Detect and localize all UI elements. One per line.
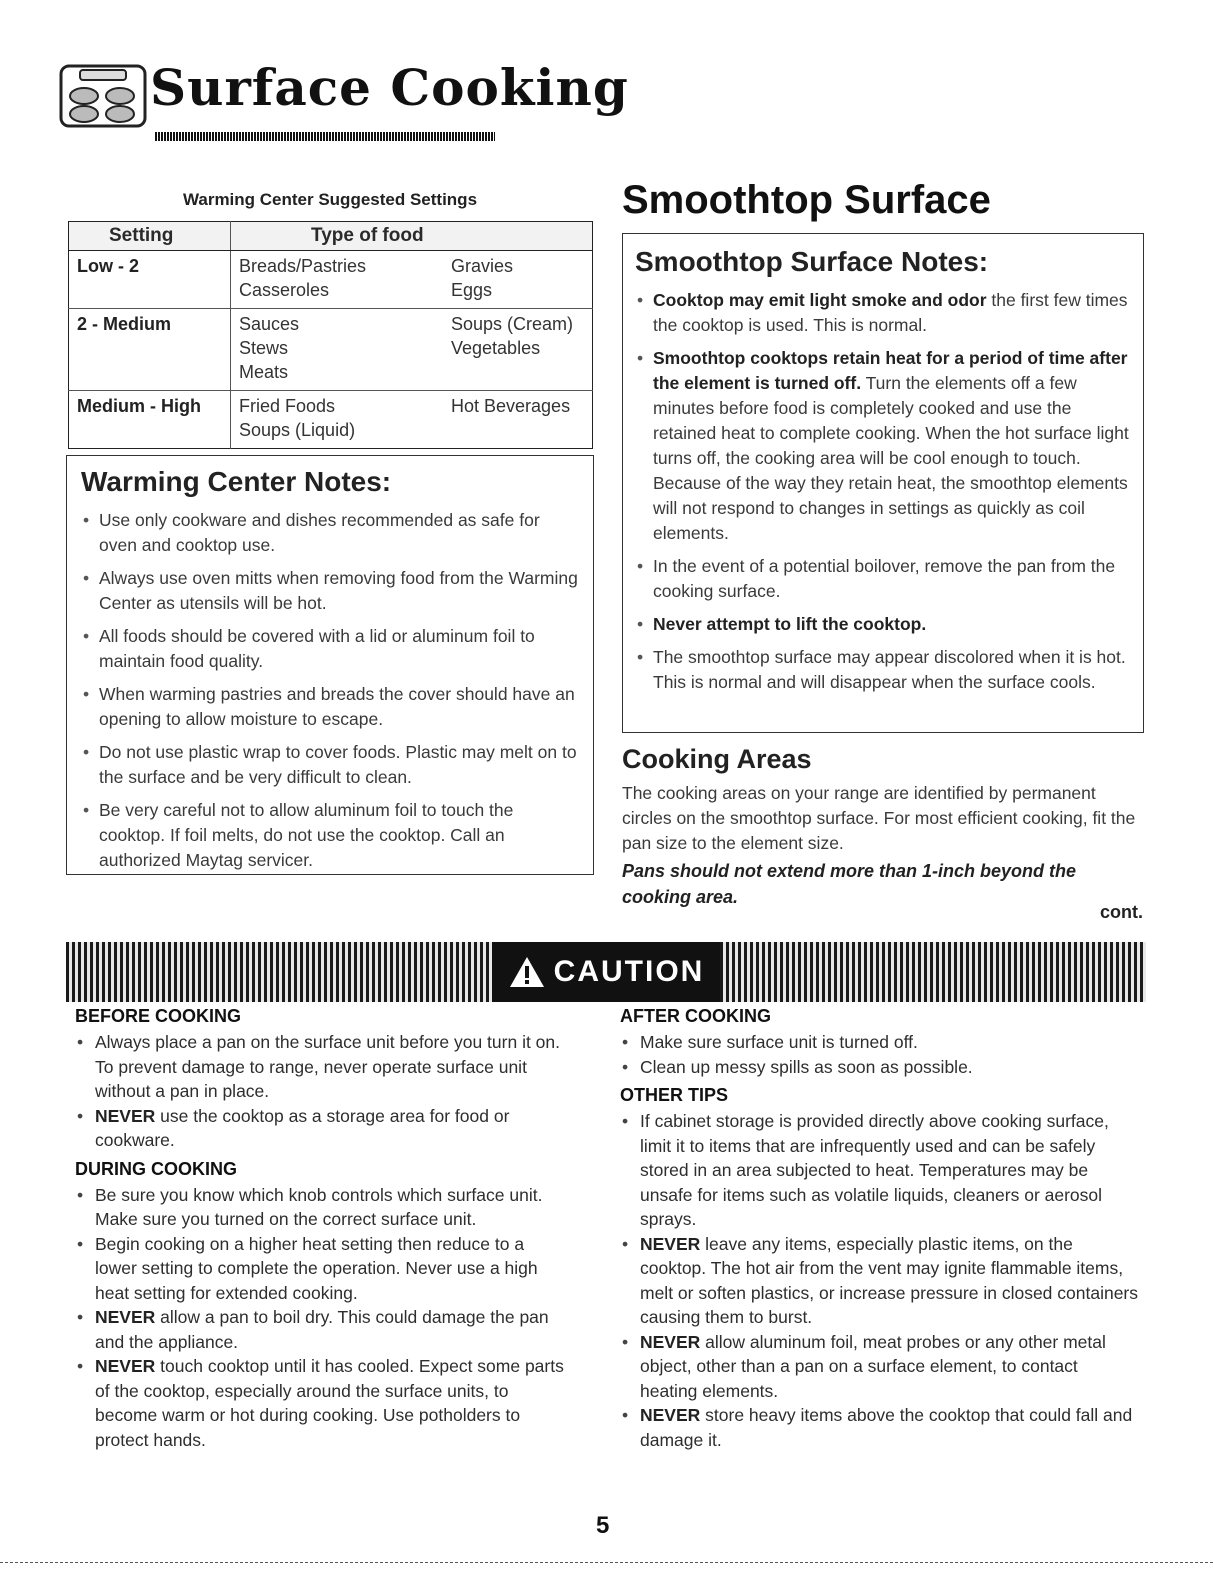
emphasis-text: NEVER — [95, 1307, 156, 1327]
cooktop-icon — [58, 62, 150, 132]
list-item — [620, 1232, 1140, 1330]
body-text: Turn the elements off a few minutes before food is completely cooked and use the retained heat to complete cooking. When the hot surface light turns off, the cooking area will be cool enough to touch. Because of the way they retain heat, the smoothtop elements will not respond to changes in settings as quickly as coil elements. — [653, 373, 1129, 543]
body-text: The smoothtop surface may appear discolored when it is hot. This is normal and will disappear when the surface cools. — [653, 647, 1126, 692]
list-item — [635, 612, 1131, 637]
list-item — [75, 1305, 565, 1354]
food-item: Vegetables — [451, 338, 541, 358]
other-tips-heading: OTHER TIPS — [620, 1085, 729, 1105]
food-item: Meats — [239, 362, 289, 382]
food-item: Breads/Pastries — [239, 256, 367, 276]
smoothtop-notes-list — [635, 288, 1131, 695]
smoothtop-notes-heading: Smoothtop Surface Notes: — [635, 246, 989, 277]
list-item — [75, 1183, 565, 1232]
list-item — [635, 554, 1131, 604]
body-text: touch cooktop until it has cooled. Expect some parts of the cooktop, especially around the surface units, to become warm or hot during cooking. Use potholders to protect hands. — [95, 1356, 564, 1450]
food-item: Stews — [239, 338, 289, 358]
list-item — [620, 1030, 1140, 1055]
food-item: Gravies — [451, 256, 514, 276]
food-item: Sauces — [239, 314, 300, 334]
list-item: • Do not use plastic wrap to cover foods. Plastic may melt on to the surface and be very difficult to clean. — [81, 740, 579, 790]
setting-cell: Low - 2 — [69, 251, 231, 309]
caution-label-wrap — [492, 942, 721, 1002]
list-item: • Be very careful not to allow aluminum foil to touch the cooktop. If foil melts, do not use the cooktop. Call an authorized Maytag servicer. — [81, 798, 579, 873]
column-header-setting: Setting — [69, 222, 231, 251]
food-cell — [231, 391, 593, 449]
setting-cell: 2 - Medium — [69, 309, 231, 391]
continued-label: cont. — [1100, 902, 1143, 922]
list-item: • When warming pastries and breads the cover should have an opening to allow moisture to escape. — [81, 682, 579, 732]
food-item: Casseroles — [239, 280, 330, 300]
list-item — [635, 645, 1131, 695]
emphasis-text: NEVER — [95, 1356, 156, 1376]
caution-banner — [66, 942, 1146, 1002]
list-item — [75, 1030, 565, 1104]
body-text: Be sure you know which knob controls which surface unit. Make sure you turned on the correct surface unit. — [95, 1184, 543, 1229]
emphasis-text: NEVER — [640, 1331, 701, 1352]
caution-label: CAUTION — [553, 955, 705, 988]
list-item — [635, 346, 1131, 546]
other-tips-list — [620, 1109, 1140, 1452]
page-number: 5 — [596, 1512, 610, 1539]
food-item — [451, 418, 584, 442]
section-title: Smoothtop Surface — [622, 178, 991, 222]
title-underline — [155, 132, 495, 141]
list-item — [75, 1104, 565, 1153]
before-cooking-heading: BEFORE COOKING — [75, 1006, 242, 1026]
body-text: allow a pan to boil dry. This could damage the pan and the appliance. — [95, 1307, 549, 1352]
list-item — [620, 1109, 1140, 1232]
cooking-areas-text: The cooking areas on your range are identified by permanent circles on the smoothtop surface. For most efficient cooking, fit the pan size to the element size. — [622, 783, 1136, 853]
after-cooking-heading: AFTER COOKING — [620, 1006, 771, 1026]
list-item: • Always use oven mitts when removing food from the Warming Center as utensils will be hot. — [81, 566, 579, 616]
body-text: the first few times the cooktop is used. This is normal. — [653, 290, 1128, 335]
food-item: Hot Beverages — [451, 396, 571, 416]
food-item: Eggs — [451, 280, 493, 300]
body-text: Always place a pan on the surface unit before you turn it on. To prevent damage to range, never operate surface unit without a pan in place. — [95, 1032, 561, 1101]
warming-notes-list — [81, 508, 579, 873]
warming-notes-heading: Warming Center Notes: — [81, 466, 392, 497]
body-text: store heavy items above the cooktop that could fall and damage it. — [640, 1405, 1133, 1450]
smoothtop-notes-box — [622, 233, 1144, 733]
table-row — [69, 251, 593, 309]
list-item — [620, 1330, 1140, 1404]
cooking-areas-heading: Cooking Areas — [622, 744, 812, 774]
food-item: Fried Foods — [239, 396, 336, 416]
warning-triangle-icon — [508, 955, 546, 989]
table-row — [69, 391, 593, 449]
after-cooking-list — [620, 1030, 1140, 1079]
emphasis-text: Cooktop may emit light smoke and odor — [653, 290, 987, 310]
body-text: If cabinet storage is provided directly above cooking surface, limit it to items that are infrequently used and can be safely stored in an area subjected to heat. Temperatures may be unsafe for items such as volatile liquids, cleaners or aerosol sprays. — [640, 1111, 1109, 1229]
food-item: Soups (Cream) — [451, 314, 574, 334]
body-text: Clean up messy spills as soon as possible. — [640, 1056, 973, 1077]
list-item — [620, 1055, 1140, 1080]
list-item: • Use only cookware and dishes recommended as safe for oven and cooktop use. — [81, 508, 579, 558]
list-item — [75, 1232, 565, 1306]
list-item — [620, 1403, 1140, 1452]
caution-left-column — [75, 1000, 565, 1452]
body-text: allow aluminum foil, meat probes or any other metal object, other than a pan on a surface element, to contact heating elements. — [640, 1331, 1106, 1401]
body-text: In the event of a potential boilover, remove the pan from the cooking surface. — [653, 556, 1116, 601]
before-cooking-list — [75, 1030, 565, 1153]
emphasis-text: Never attempt to lift the cooktop. — [653, 614, 927, 634]
caution-right-column — [620, 1000, 1140, 1452]
column-header-food: Type of food — [231, 222, 593, 251]
emphasis-text: NEVER — [640, 1405, 701, 1425]
body-text: Begin cooking on a higher heat setting then reduce to a lower setting to complete the operation. Never use a high heat setting for extended cooking. — [95, 1233, 538, 1303]
body-text: use the cooktop as a storage area for food or cookware. — [95, 1105, 510, 1150]
during-cooking-heading: DURING COOKING — [75, 1158, 237, 1179]
warming-notes-box — [66, 455, 594, 875]
during-cooking-list — [75, 1183, 565, 1453]
body-text: Make sure surface unit is turned off. — [640, 1032, 918, 1052]
list-item — [635, 288, 1131, 338]
emphasis-text: Smoothtop cooktops retain heat for a period of time after the element is turned off. — [653, 348, 1128, 393]
page-title: Surface Cooking — [150, 58, 629, 117]
bottom-divider — [0, 1562, 1213, 1563]
body-text: leave any items, especially plastic items, on the cooktop. The hot air from the vent may ignite flammable items, melt or soften plastics, or increase pressure in closed containers causing them to burst. — [640, 1233, 1139, 1327]
food-cell — [231, 309, 593, 391]
cooking-areas-warning: Pans should not extend more than 1-inch beyond the cooking area. — [622, 861, 1077, 907]
food-item — [451, 360, 584, 384]
food-item: Soups (Liquid) — [239, 420, 356, 440]
emphasis-text: NEVER — [95, 1105, 156, 1126]
table-title: Warming Center Suggested Settings — [182, 190, 478, 209]
table-row — [69, 309, 593, 391]
warming-settings-table — [68, 221, 593, 449]
list-item — [75, 1354, 565, 1452]
emphasis-text: NEVER — [640, 1233, 701, 1254]
list-item: • All foods should be covered with a lid or aluminum foil to maintain food quality. — [81, 624, 579, 674]
food-cell — [231, 251, 593, 309]
setting-cell: Medium - High — [69, 391, 231, 449]
